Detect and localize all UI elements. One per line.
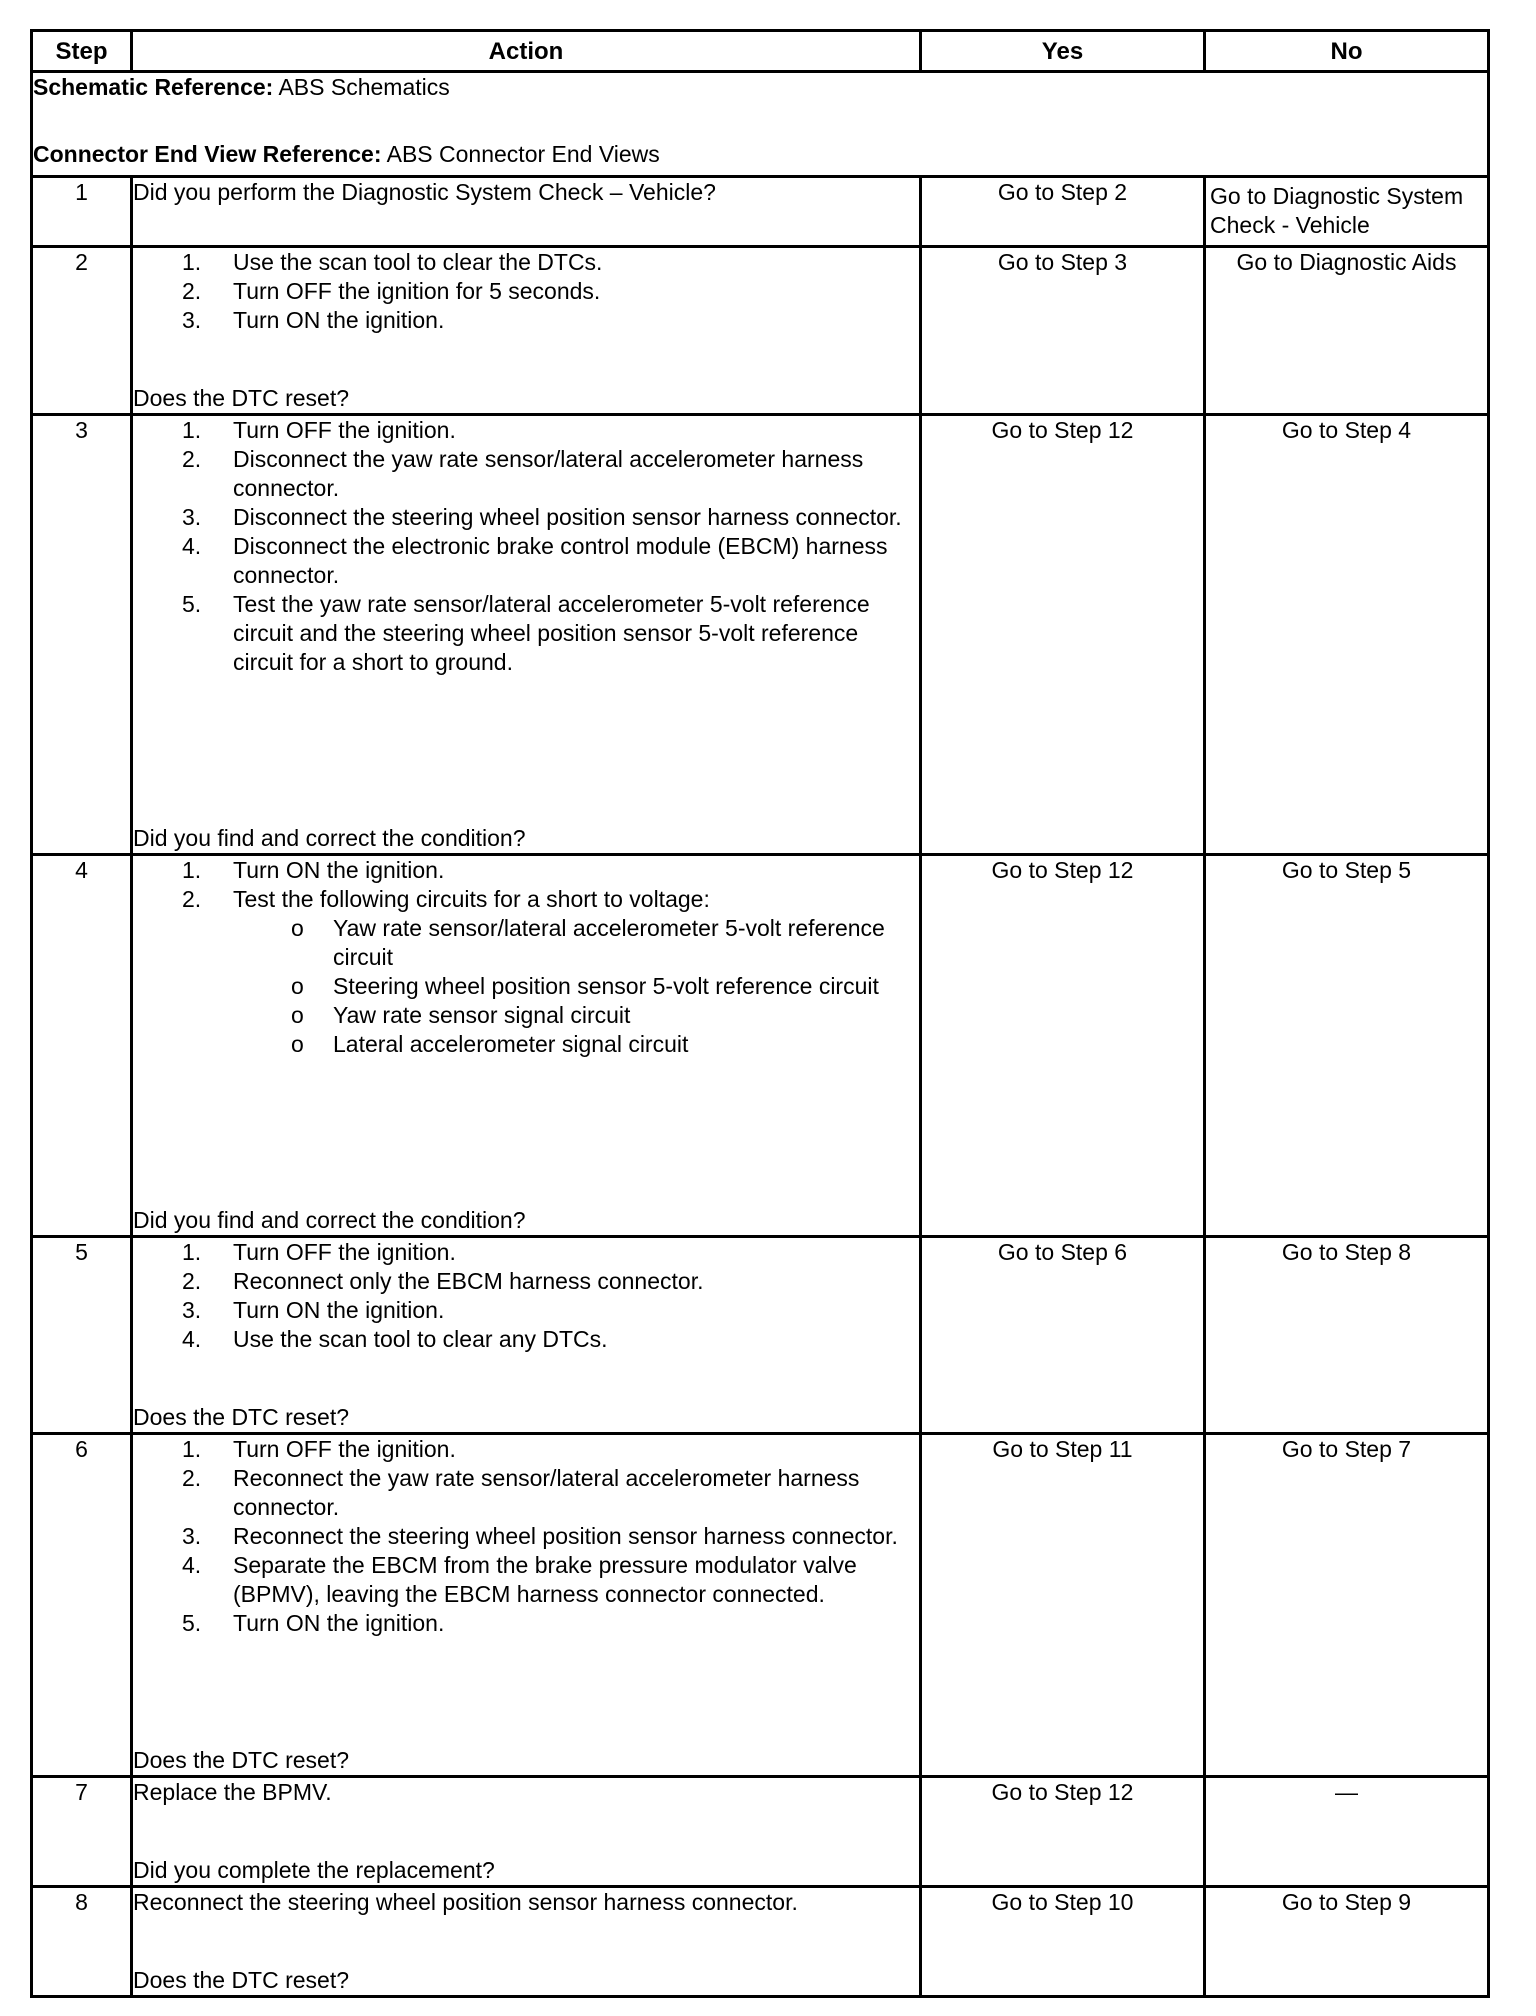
yes-result: Go to Step 12 [921,855,1205,1237]
step-row-6 [32,1434,1489,1777]
question: Does the DTC reset? [133,1404,350,1430]
header-no: No [1205,31,1489,72]
list-item: 5. Test the yaw rate sensor/lateral accelerometer 5-volt reference circuit and the steering wheel position sensor 5-volt reference circuit for a short to ground. [182,591,870,675]
yes-result: Go to Step 3 [921,247,1205,415]
action-list [133,1238,919,1354]
list-item: 2. Turn OFF the ignition for 5 seconds. [182,278,601,304]
list-item: 1. Turn ON the ignition. [182,857,445,883]
question: Did you find and correct the condition? [133,825,526,851]
action-list [133,1435,919,1638]
reference-row [32,72,1489,177]
list-item: 2. Reconnect the yaw rate sensor/lateral accelerometer harness connector. [182,1465,860,1520]
diagnostic-table [30,29,1490,1998]
list-item: 5. Turn ON the ignition. [182,1610,445,1636]
question: Did you complete the replacement? [133,1857,495,1883]
action-cell [132,1237,921,1434]
schematic-reference [33,73,1487,102]
action-cell [132,1434,921,1777]
list-item: 4. Disconnect the electronic brake control module (EBCM) harness connector. [182,533,888,588]
step-number: 4 [32,855,132,1237]
list-item: 3. Disconnect the steering wheel position sensor harness connector. [182,504,902,530]
yes-result: Go to Step 10 [921,1887,1205,1997]
question: Does the DTC reset? [133,385,350,411]
connector-reference-label: Connector End View Reference: [33,141,382,167]
bullet: o [291,1031,304,1057]
no-result: Go to Step 4 [1205,415,1489,855]
list-item: 2. Disconnect the yaw rate sensor/lateral accelerometer harness connector. [182,446,864,501]
step-number: 7 [32,1777,132,1887]
no-result: — [1205,1777,1489,1887]
step-number: 8 [32,1887,132,1997]
action-cell [132,247,921,415]
no-result: Go to Step 7 [1205,1434,1489,1777]
step-row-8 [32,1887,1489,1997]
header-step: Step [32,31,132,72]
list-item: 1. Turn OFF the ignition. [182,417,456,443]
step-number: 1 [32,177,132,247]
list-item: 1. Turn OFF the ignition. [182,1239,456,1265]
step-row-3 [32,415,1489,855]
list-item: 2. Reconnect only the EBCM harness connector. [182,1268,704,1294]
schematic-reference-label: Schematic Reference: [33,74,274,100]
step-row-7 [32,1777,1489,1887]
list-item: o Yaw rate sensor/lateral accelerometer 5-volt reference circuit [291,915,885,970]
list-item: 3. Turn ON the ignition. [182,307,445,333]
action-cell [132,177,921,247]
step-number: 3 [32,415,132,855]
header-action: Action [132,31,921,72]
bullet: o [291,1002,304,1028]
header-row [32,31,1489,72]
step-row-2 [32,247,1489,415]
step-number: 6 [32,1434,132,1777]
step-number: 2 [32,247,132,415]
question: Did you find and correct the condition? [133,1207,526,1233]
question: Did you perform the Diagnostic System Check – Vehicle? [133,179,716,205]
question: Does the DTC reset? [133,1967,350,1993]
action-list [133,856,919,914]
no-result: Go to Step 8 [1205,1237,1489,1434]
bullet: o [291,915,304,941]
action-cell [132,415,921,855]
action-list [133,248,919,335]
list-item: o Steering wheel position sensor 5-volt reference circuit [291,973,879,999]
list-item: o Lateral accelerometer signal circuit [291,1031,689,1057]
yes-result: Go to Step 6 [921,1237,1205,1434]
list-item: 2. Test the following circuits for a short to voltage: [182,886,710,912]
step-row-4 [32,855,1489,1237]
no-result: Go to Diagnostic Aids [1205,247,1489,415]
header-yes: Yes [921,31,1205,72]
list-item: o Yaw rate sensor signal circuit [291,1002,631,1028]
connector-reference [33,140,1487,169]
list-item: 4. Separate the EBCM from the brake pressure modulator valve (BPMV), leaving the EBCM harness connector connected. [182,1552,857,1607]
action-list [133,416,919,677]
no-result: Go to Step 5 [1205,855,1489,1237]
yes-result: Go to Step 12 [921,1777,1205,1887]
list-item: 3. Turn ON the ignition. [182,1297,445,1323]
circuit-list [133,914,919,1059]
list-item: 4. Use the scan tool to clear any DTCs. [182,1326,608,1352]
no-result: Go to Step 9 [1205,1887,1489,1997]
step-number: 5 [32,1237,132,1434]
yes-result: Go to Step 2 [921,177,1205,247]
no-result: Go to Diagnostic System Check - Vehicle [1205,177,1489,247]
list-item: 1. Turn OFF the ignition. [182,1436,456,1462]
reference-cell [32,72,1489,177]
action-cell [132,1887,921,1997]
yes-result: Go to Step 11 [921,1434,1205,1777]
schematic-reference-value: ABS Schematics [273,74,450,100]
list-item: 1. Use the scan tool to clear the DTCs. [182,249,603,275]
action-cell [132,1777,921,1887]
instruction: Replace the BPMV. [133,1779,332,1805]
bullet: o [291,973,304,999]
action-cell [132,855,921,1237]
connector-reference-value: ABS Connector End Views [381,141,660,167]
step-row-5 [32,1237,1489,1434]
step-row-1 [32,177,1489,247]
list-item: 3. Reconnect the steering wheel position sensor harness connector. [182,1523,898,1549]
yes-result: Go to Step 12 [921,415,1205,855]
instruction: Reconnect the steering wheel position sensor harness connector. [133,1889,798,1915]
question: Does the DTC reset? [133,1747,350,1773]
